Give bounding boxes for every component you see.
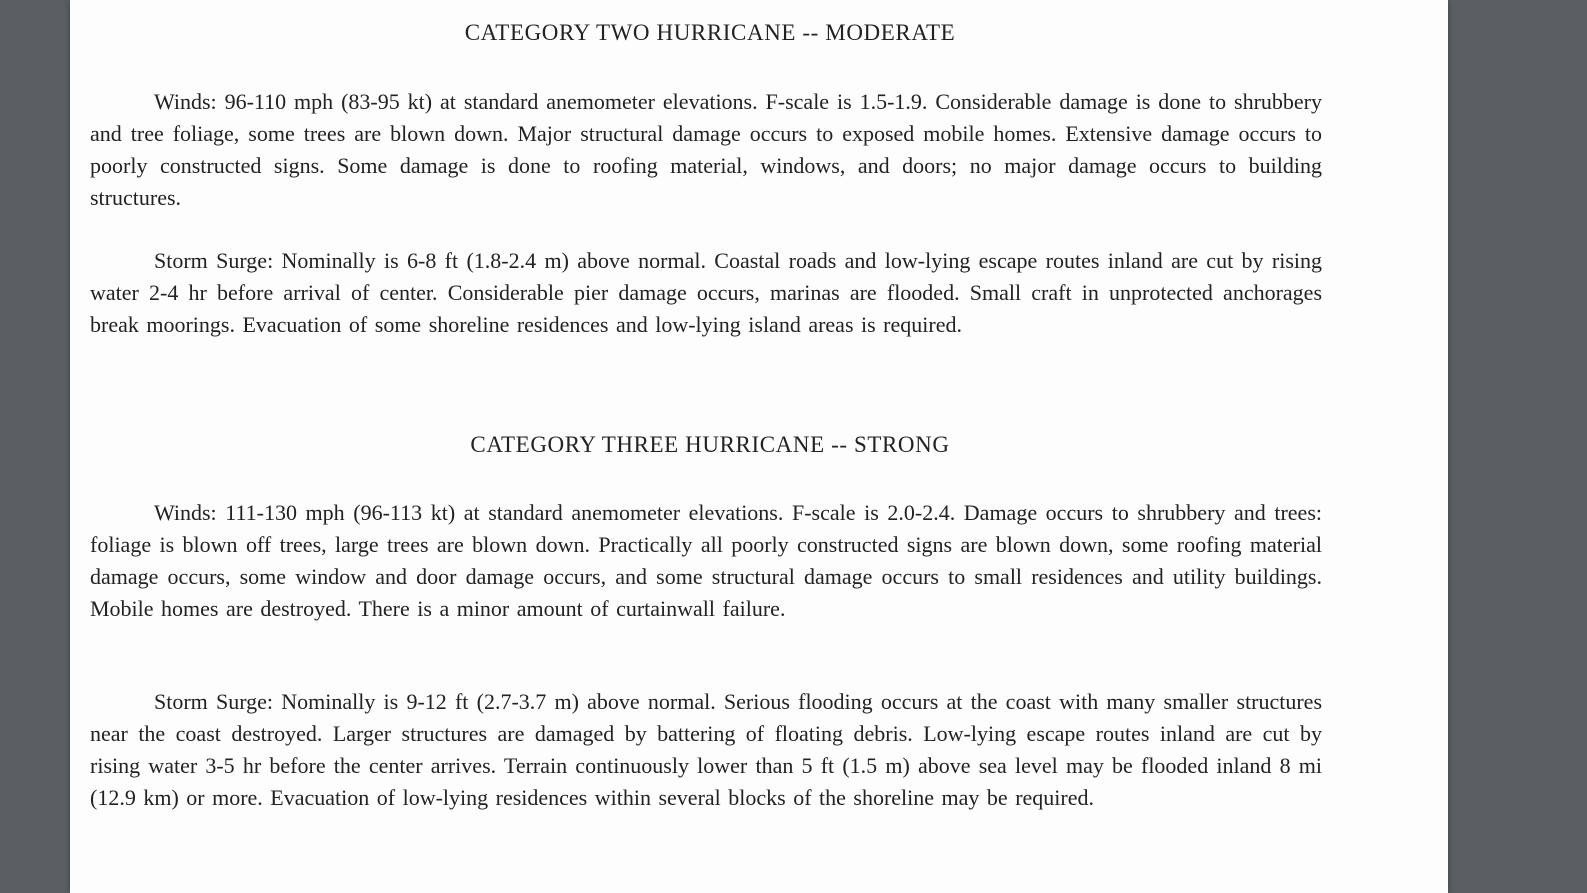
document-page [70,0,1448,893]
category-three-surge-paragraph: Storm Surge: Nominally is 9-12 ft (2.7-3.7 m) above normal. Serious flooding occurs at the coast with many smaller structures near the coast destroyed. Larger structures are damaged by battering of floating debris. Low-lying escape routes inland are cut by rising water 3-5 hr before the center arrives. Terrain continuously lower than 5 ft (1.5 m) above sea level may be flooded inland 8 mi (12.9 km) or more. Evacuation of low-lying residences within several blocks of the shoreline may be required. [90,689,1322,810]
category-three-heading: CATEGORY THREE HURRICANE -- STRONG [470,432,950,457]
category-two-heading: CATEGORY TWO HURRICANE -- MODERATE [464,20,956,45]
category-two-winds-paragraph: Winds: 96-110 mph (83-95 kt) at standard anemometer elevations. F-scale is 1.5-1.9. Considerable damage is done to shrubbery and tree foliage, some trees are blown down. Major structural damage occurs to exposed mobile homes. Extensive damage occurs to poorly constructed signs. Some damage is done to roofing material, windows, and doors; no major damage occurs to building structures. [90,89,1322,210]
category-three-winds-paragraph: Winds: 111-130 mph (96-113 kt) at standard anemometer elevations. F-scale is 2.0-2.4. Damage occurs to shrubbery and trees: foliage is blown off trees, large trees are blown down. Practically all poorly constructed signs are blown down, some roofing material damage occurs, some window and door damage occurs, and some structural damage occurs to small residences and utility buildings. Mobile homes are destroyed. There is a minor amount of curtainwall failure. [90,500,1322,621]
category-two-surge-paragraph: Storm Surge: Nominally is 6-8 ft (1.8-2.4 m) above normal. Coastal roads and low-lying escape routes inland are cut by rising water 2-4 hr before arrival of center. Considerable pier damage occurs, marinas are flooded. Small craft in unprotected anchorages break moorings. Evacuation of some shoreline residences and low-lying island areas is required. [90,248,1322,337]
